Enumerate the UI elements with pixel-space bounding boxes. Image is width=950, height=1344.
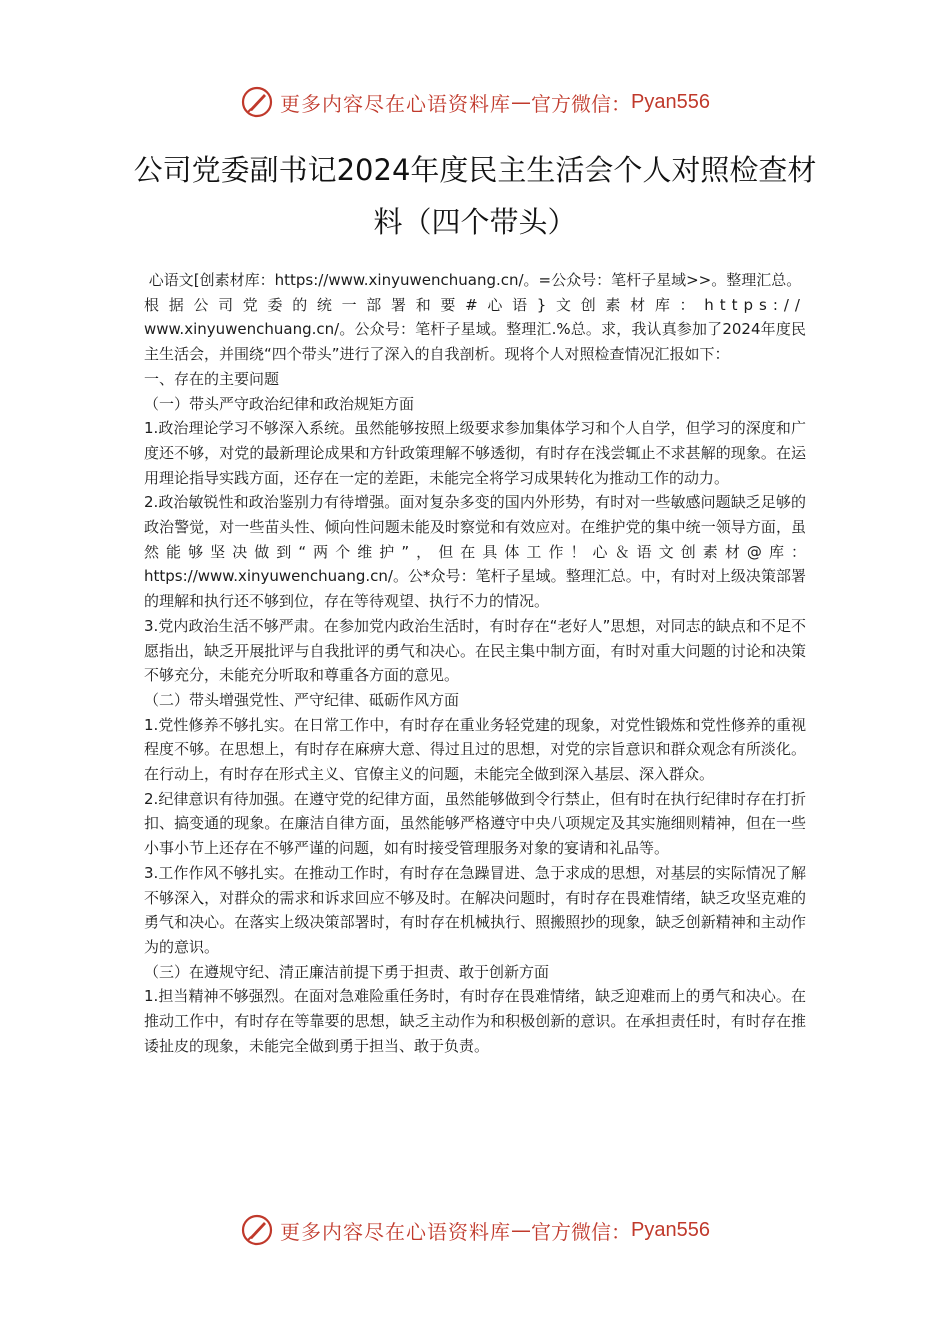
header-banner [0, 80, 950, 124]
intro-line-1: 根据公司党委的统一部署和要#心语}文创素材库：https:// [144, 295, 806, 314]
document-body [144, 268, 806, 1059]
quill-logo-icon [240, 1213, 274, 1247]
paragraph-1-3: 3.党内政治生活不够严肃。在参加党内政治生活时，有时存在“老好人”思想，对同志的缺点和不足不愿指出，缺乏开展批评与自我批评的勇气和决心。在民主集中制方面，有时对重大问题的讨论和决策不够充分，未能充分听取和尊重各方面的意见。 [144, 616, 806, 685]
paragraph-1-2: 2.政治敏锐性和政治鉴别力有待增强。面对复杂多变的国内外形势，有时对一些敏感问题缺乏足够的政治警觉，对一些苗头性、倾向性问题未能及时察觉和有效应对。在维护党的集中统一领导方面，虽然能够坚决做到“两个维护”，但在具体工作！心＆语文创素材@库：https://www.xinyuwenchuang.cn/。公*众号：笔杆子星域。整理汇总。中，有时对上级决策部署的理解和执行还不够到位，存在等待观望、执行不力的情况。 [144, 493, 806, 611]
banner-text: 更多内容尽在心语资料库 [280, 91, 512, 116]
banner-contact-id: Pyan556 [631, 90, 710, 113]
banner-separator: — [511, 90, 532, 114]
paragraph-1-1: 1.政治理论学习不够深入系统。虽然能够按照上级要求参加集体学习和个人自学，但学习的深度和广度还不够，对党的最新理论成果和方针政策理解不够透彻，有时存在浅尝辄止不求甚解的现象。在运用理论指导实践方面，还存在一定的差距，未能完全将学习成果转化为推动工作的动力。 [144, 419, 806, 487]
section-heading: 一、存在的主要问题 [144, 369, 280, 388]
banner-contact-id: Pyan556 [631, 1218, 710, 1241]
intro-paragraph: www.xinyuwenchuang.cn/。公众号：笔杆子星域。整理汇.%总。求，我认真参加了2024年度民主生活会，并围绕“四个带头”进行了深入的自我剖析。现将个人对照检查情况汇报如下： [144, 320, 806, 364]
banner-contact-label: 官方微信： [531, 91, 632, 116]
subsection-heading-2: （二）带头增强党性、严守纪律、砥砺作风方面 [144, 690, 460, 709]
subsection-heading-3: （三）在遵规守纪、清正廉洁前提下勇于担责、敢于创新方面 [144, 962, 550, 981]
paragraph-2-3: 3.工作作风不够扎实。在推动工作时，有时存在急躁冒进、急于求成的思想，对基层的实际情况了解不够深入，对群众的需求和诉求回应不够及时。在解决问题时，有时存在畏难情绪，缺乏攻坚克难的勇气和决心。在落实上级决策部署时，有时存在机械执行、照搬照抄的现象，缺乏创新精神和主动作为的意识。 [144, 863, 806, 956]
banner-separator: — [511, 1218, 532, 1242]
banner-contact-label: 官方微信： [531, 1219, 632, 1244]
banner-text: 更多内容尽在心语资料库 [280, 1219, 512, 1244]
paragraph-3-1: 1.担当精神不够强烈。在面对急难险重任务时，有时存在畏难情绪，缺乏迎难而上的勇气和决心。在推动工作中，有时存在等靠要的思想，缺乏主动作为和积极创新的意识。在承担责任时，有时存在推诿扯皮的现象，未能完全做到勇于担当、敢于负责。 [144, 987, 806, 1055]
quill-logo-icon [240, 85, 274, 119]
paragraph-2-2: 2.纪律意识有待加强。在遵守党的纪律方面，虽然能够做到令行禁止，但有时在执行纪律时存在打折扣、搞变通的现象。在廉洁自律方面，虽然能够严格遵守中央八项规定及其实施细则精神，但在一些小事小节上还存在不够严谨的问题，如有时接受管理服务对象的宴请和礼品等。 [144, 789, 806, 858]
document-title: 公司党委副书记2024年度民主生活会个人对照检查材料（四个带头） [133, 153, 817, 239]
subsection-heading-1: （一）带头严守政治纪律和政治规矩方面 [144, 394, 415, 413]
paragraph-2-1: 1.党性修养不够扎实。在日常工作中，有时存在重业务轻党建的现象，对党性锻炼和党性修养的重视程度不够。在思想上，有时存在麻痹大意、得过且过的思想，对党的宗旨意识和群众观念有所淡化。在行动上，有时存在形式主义、官僚主义的问题，未能完全做到深入基层、深入群众。 [144, 715, 806, 784]
footer-banner [0, 1208, 950, 1252]
source-note: 心语文[创素材库：https://www.xinyuwenchuang.cn/。=公众号：笔杆子星域>>。整理汇总。 [148, 271, 802, 289]
